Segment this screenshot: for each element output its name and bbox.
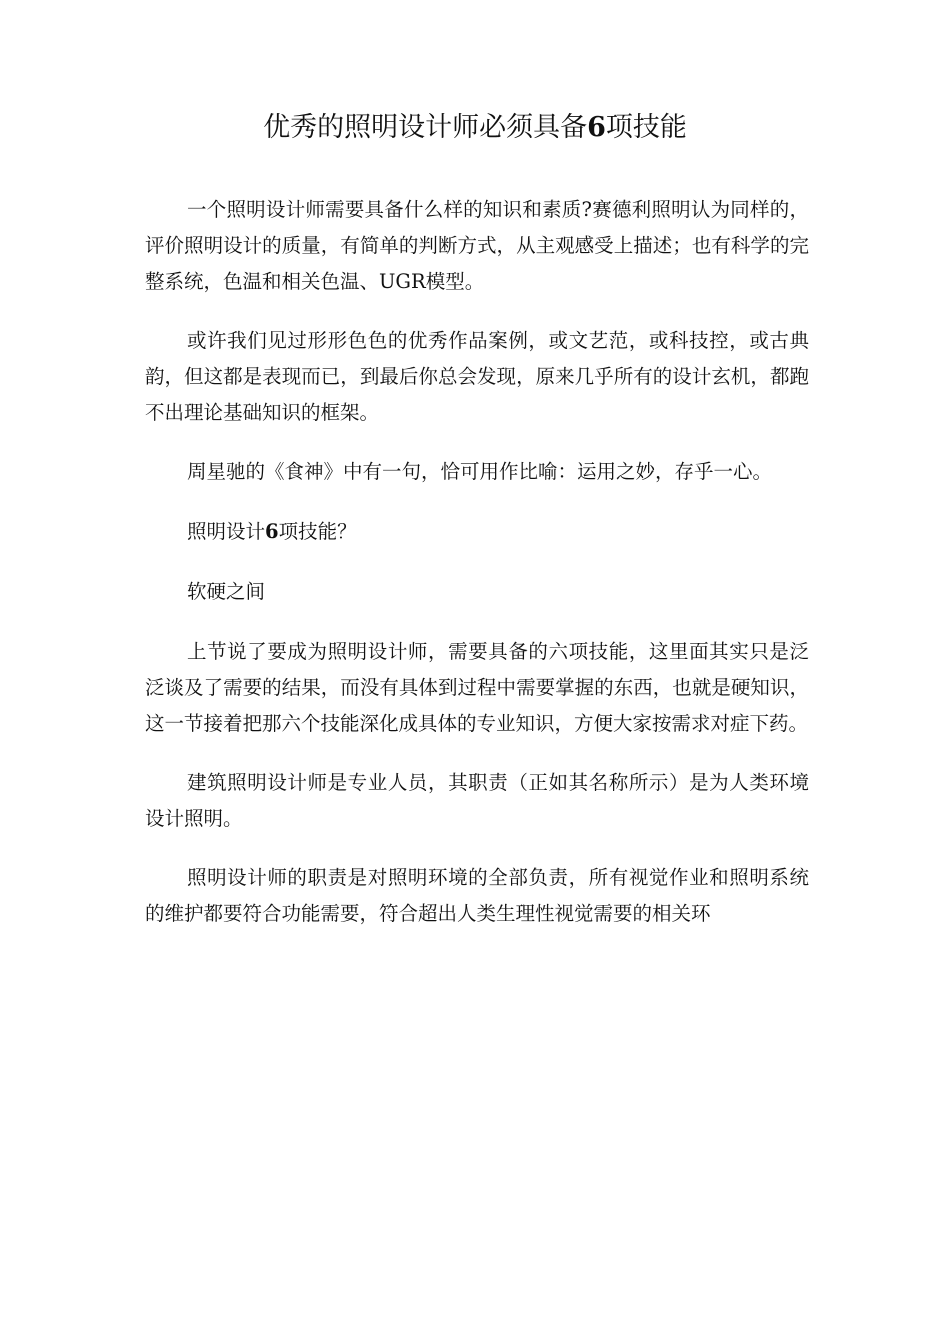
- paragraph-quote: 周星驰的《食神》中有一句，恰可用作比喻：运用之妙，存乎一心。: [187, 460, 773, 483]
- document-body: [145, 192, 809, 955]
- paragraph-six-skills: [145, 514, 809, 550]
- six-skills-number: 6: [265, 520, 279, 543]
- title-suffix: 项技能: [605, 112, 687, 143]
- document-title: [0, 108, 950, 148]
- title-number: 6: [587, 112, 606, 143]
- six-skills-suffix: 项技能？: [278, 520, 357, 543]
- six-skills-prefix: 照明设计: [187, 520, 266, 543]
- paragraph-designer-duty: 照明设计师的职责是对照明环境的全部负责，所有视觉作业和照明系统的维护都要符合功能需要，符合超出人类生理性视觉需要的相关环: [145, 866, 809, 925]
- paragraph-architectural-designer: 建筑照明设计师是专业人员，其职责（正如其名称所示）是为人类环境设计照明。: [145, 771, 809, 830]
- title-prefix: 优秀的照明设计师必须具备: [263, 112, 588, 143]
- paragraph-heading-soft-hard: 软硬之间: [187, 580, 266, 603]
- paragraph-cases: 或许我们见过形形色色的优秀作品案例，或文艺范，或科技控，或古典韵，但这都是表现而已，到最后你总会发现，原来几乎所有的设计玄机，都跑不出理论基础知识的框架。: [145, 329, 809, 424]
- paragraph-hard-knowledge: 上节说了要成为照明设计师，需要具备的六项技能，这里面其实只是泛泛谈及了需要的结果，而没有具体到过程中需要掌握的东西，也就是硬知识，这一节接着把那六个技能深化成具体的专业知识，方便大家按需求对症下药。: [145, 640, 809, 735]
- paragraph-intro: 一个照明设计师需要具备什么样的知识和素质?赛德利照明认为同样的，评价照明设计的质量，有简单的判断方式，从主观感受上描述；也有科学的完整系统，色温和相关色温、UGR模型。: [145, 198, 809, 293]
